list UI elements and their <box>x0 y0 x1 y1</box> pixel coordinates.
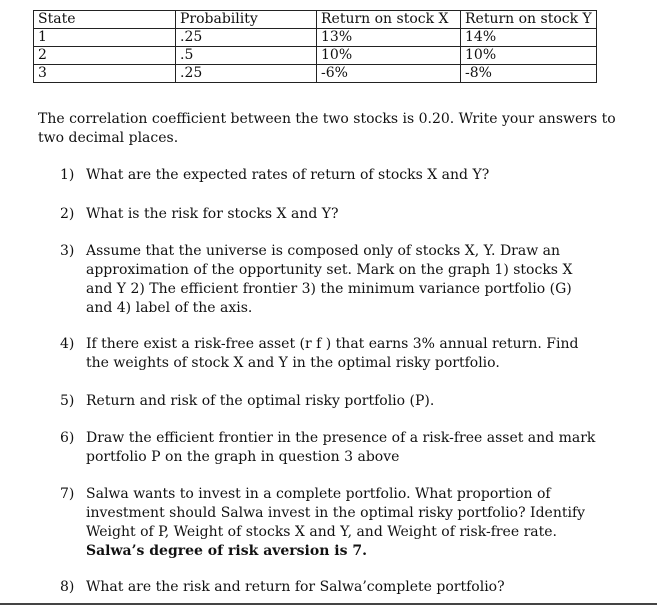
header-state: State <box>34 11 176 29</box>
question-number: 7) <box>60 486 75 502</box>
intro-paragraph: The correlation coefficient between the two stocks is 0.20. Write your answers to two decimal places. <box>38 111 616 146</box>
page-bottom-rule <box>0 603 657 605</box>
question-number: 8) <box>60 579 75 595</box>
question-text: If there exist a risk-free asset (r f ) that earns 3% annual return. Find the weights of stock X and Y in the optimal risky portfolio. <box>86 336 579 371</box>
question-5 <box>60 392 600 411</box>
cell-state: 1 <box>34 29 176 47</box>
question-text <box>86 485 600 561</box>
returns-table <box>33 10 597 83</box>
cell-probability: .5 <box>176 47 317 65</box>
question-number: 2) <box>60 206 75 222</box>
question-number: 5) <box>60 393 75 409</box>
question-number: 6) <box>60 430 75 446</box>
risk-aversion-note: Salwa’s degree of risk aversion is 7. <box>86 543 367 559</box>
cell-probability: .25 <box>176 29 317 47</box>
header-return-y: Return on stock Y <box>461 11 597 29</box>
question-6 <box>60 429 600 467</box>
cell-return-x: -6% <box>317 65 461 83</box>
header-return-x: Return on stock X <box>317 11 461 29</box>
question-text: Return and risk of the optimal risky portfolio (P). <box>86 393 435 409</box>
question-2 <box>60 205 600 224</box>
cell-return-x: 13% <box>317 29 461 47</box>
question-text: Draw the efficient frontier in the presence of a risk-free asset and mark portfolio P on the graph in question 3 above <box>86 430 596 465</box>
table-row <box>34 65 597 83</box>
cell-probability: .25 <box>176 65 317 83</box>
table-header-row <box>34 11 597 29</box>
cell-state: 2 <box>34 47 176 65</box>
cell-return-y: 10% <box>461 47 597 65</box>
question-number: 4) <box>60 336 75 352</box>
question-text: What are the expected rates of return of stocks X and Y? <box>86 167 490 183</box>
question-1 <box>60 166 600 185</box>
question-number: 3) <box>60 243 75 259</box>
question-number: 1) <box>60 167 75 183</box>
question-7 <box>60 485 600 561</box>
table-row <box>34 47 597 65</box>
question-4 <box>60 335 600 373</box>
question-text: What is the risk for stocks X and Y? <box>86 206 339 222</box>
table-row <box>34 29 597 47</box>
question-body: Salwa wants to invest in a complete portfolio. What proportion of investment should Salwa invest in the optimal risky portfolio? Identify Weight of P, Weight of stocks X and Y, and Weight of risk-free rate. <box>86 486 586 540</box>
question-text: Assume that the universe is composed only of stocks X, Y. Draw an approximation of the opportunity set. Mark on the graph 1) stocks X and Y 2) The efficient frontier 3) the minimum variance portfolio (G) and 4) label of the axis. <box>86 243 573 316</box>
cell-return-x: 10% <box>317 47 461 65</box>
cell-state: 3 <box>34 65 176 83</box>
question-8 <box>60 578 600 597</box>
header-probability: Probability <box>176 11 317 29</box>
question-text: What are the risk and return for Salwa’complete portfolio? <box>86 579 505 595</box>
cell-return-y: 14% <box>461 29 597 47</box>
question-3 <box>60 242 600 318</box>
cell-return-y: -8% <box>461 65 597 83</box>
